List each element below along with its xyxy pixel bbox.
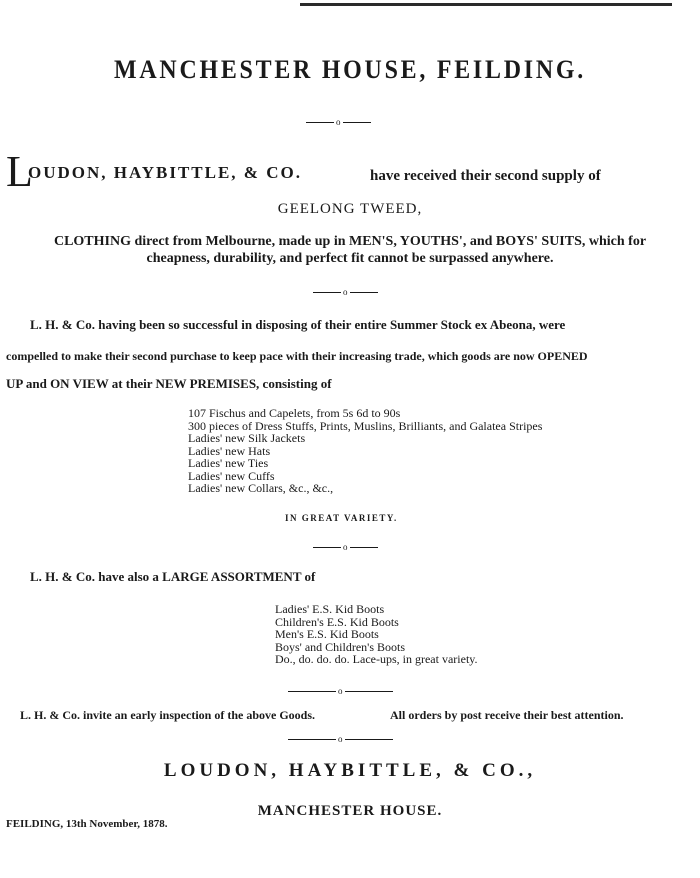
clothing-line: CLOTHING direct from Melbourne, made up in MEN'S, YOUTHS', and BOYS' SUITS, which for xyxy=(53,234,647,249)
inspection-right: All orders by post receive their best attention. xyxy=(390,708,624,722)
ornament-glyph: o xyxy=(338,686,343,696)
ornament-divider xyxy=(288,686,393,696)
ornament-glyph: o xyxy=(343,542,348,552)
summer-line: L. H. & Co. having been so successful in disposing of their entire Summer Stock ex Abeona, were xyxy=(30,317,566,332)
list-item: Ladies' E.S. Kid Boots xyxy=(275,602,385,616)
footer-house-name: MANCHESTER HOUSE. xyxy=(257,803,443,819)
dateline: FEILDING, 13th November, 1878. xyxy=(6,818,168,830)
list-item: 107 Fischus and Capelets, from 5s 6d to 90s xyxy=(188,406,401,420)
ornament-glyph: o xyxy=(336,117,341,127)
ornament-glyph: o xyxy=(343,287,348,297)
clothing-paragraph xyxy=(0,233,700,267)
list-item: Children's E.S. Kid Boots xyxy=(275,614,399,629)
list-item: Ladies' new Ties xyxy=(188,456,269,470)
clothing-line: cheapness, durability, and perfect fit cannot be surpassed anywhere. xyxy=(146,251,554,266)
summer-line: UP and ON VIEW at their NEW PREMISES, consisting of xyxy=(6,376,332,391)
summer-line: compelled to make their second purchase to keep pace with their increasing trade, which goods are now OPENED xyxy=(6,349,588,363)
ornament-divider xyxy=(313,542,378,552)
top-rule xyxy=(300,3,672,6)
ornament-divider xyxy=(288,734,393,744)
ornament-rule xyxy=(288,739,336,740)
boots-list xyxy=(275,603,478,666)
geelong-tweed-line: GEELONG TWEED, xyxy=(277,201,423,217)
ornament-glyph: o xyxy=(338,734,343,744)
ornament-rule xyxy=(345,691,393,692)
goods-list xyxy=(188,407,542,495)
page-title: MANCHESTER HOUSE, FEILDING. xyxy=(114,55,586,84)
list-item: Ladies' new Silk Jackets xyxy=(188,431,306,445)
list-item: Ladies' new Hats xyxy=(188,443,271,458)
ornament-rule xyxy=(350,547,378,548)
ornament-rule xyxy=(350,292,378,293)
ornament-rule xyxy=(313,547,341,548)
list-item: Do., do. do. do. Lace-ups, in great variety. xyxy=(275,652,478,666)
intro-rest: have received their second supply of xyxy=(370,168,601,184)
footer-firm-name: LOUDON, HAYBITTLE, & CO., xyxy=(163,760,537,781)
ornament-rule xyxy=(343,122,371,123)
ornament-rule xyxy=(313,292,341,293)
drop-cap: L xyxy=(6,147,33,196)
list-item: 300 pieces of Dress Stuffs, Prints, Muslins, Brilliants, and Galatea Stripes xyxy=(188,418,543,433)
ornament-rule xyxy=(288,691,336,692)
list-item: Boys' and Children's Boots xyxy=(275,639,405,654)
ornament-rule xyxy=(306,122,334,123)
ornament-rule xyxy=(345,739,393,740)
inspection-left: L. H. & Co. invite an early inspection of the above Goods. xyxy=(20,708,316,722)
ornament-divider xyxy=(313,287,378,297)
boots-intro: L. H. & Co. have also a LARGE ASSORTMENT of xyxy=(30,569,316,584)
list-item: Ladies' new Collars, &c., &c., xyxy=(188,481,334,495)
ornament-divider xyxy=(306,117,371,127)
list-item: Men's E.S. Kid Boots xyxy=(275,627,379,641)
intro-firm-name: OUDON, HAYBITTLE, & CO. xyxy=(28,163,302,182)
variety-note: IN GREAT VARIETY. xyxy=(285,513,398,523)
list-item: Ladies' new Cuffs xyxy=(188,468,275,483)
